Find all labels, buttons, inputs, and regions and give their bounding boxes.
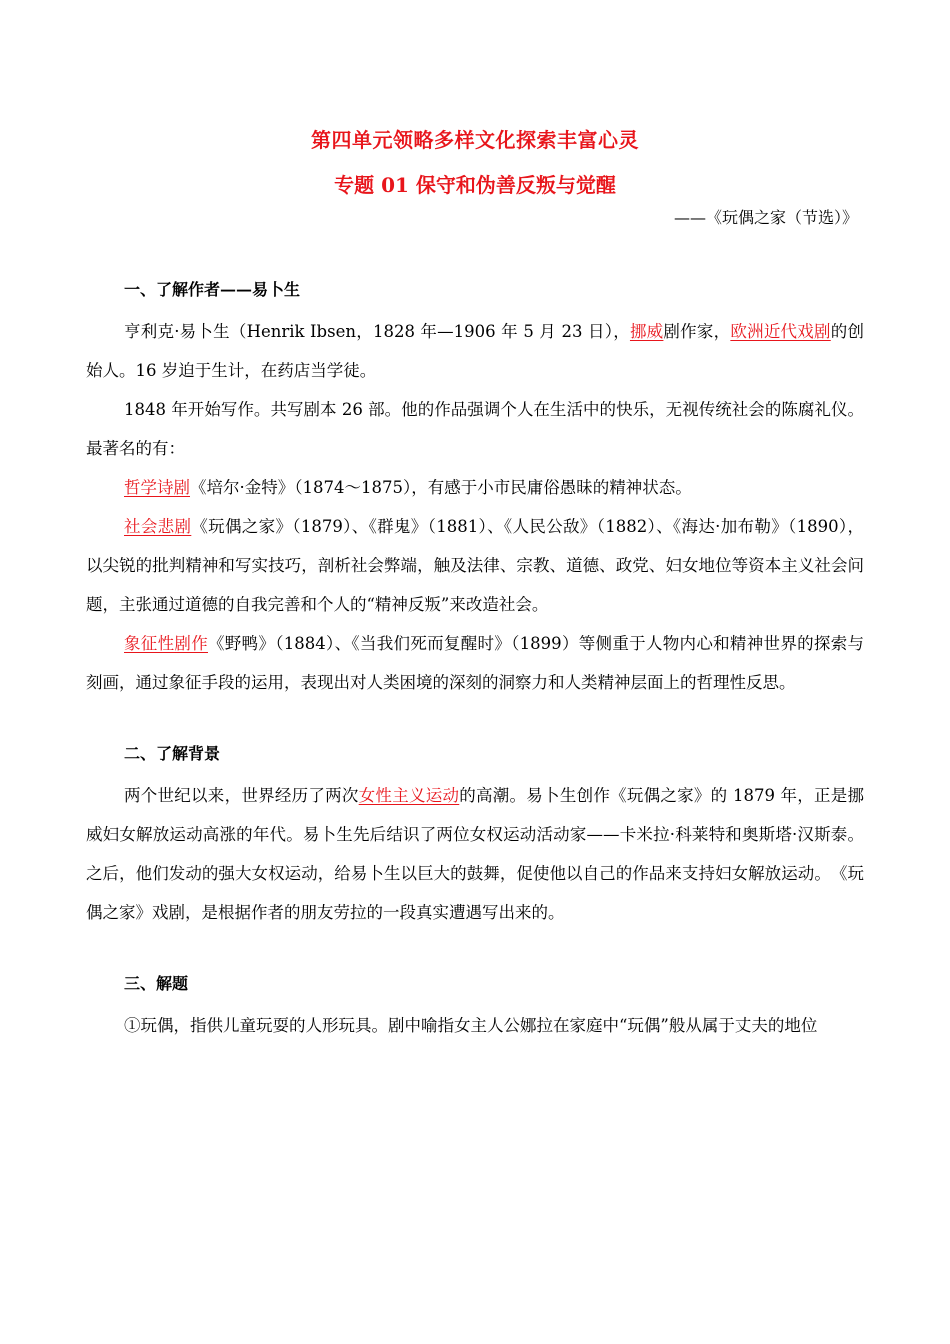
text-run: 《培尔·金特》（1874～1875），有感于小市民庸俗愚昧的精神状态。 bbox=[190, 478, 692, 497]
section-heading: 二、了解背景 bbox=[124, 744, 221, 763]
section-heading: 一、了解作者——易卜生 bbox=[124, 280, 301, 299]
document-source: ——《玩偶之家（节选）》 bbox=[673, 208, 858, 227]
link-norway[interactable]: 挪威 bbox=[629, 322, 664, 341]
link-feminist-movement[interactable]: 女性主义运动 bbox=[358, 786, 460, 805]
paragraph-background bbox=[86, 776, 864, 932]
text-run: 两个世纪以来，世界经历了两次 bbox=[124, 786, 359, 805]
paragraph-author-intro bbox=[86, 312, 864, 390]
text-run: 《玩偶之家》（1879）、《群鬼》（1881）、《人民公敌》（1882）、《海达·加布勒》（1890），以尖锐的批判精神和写实技巧，剖析社会弊端，触及法律、宗教、道德、政党、妇女地位等资本主义社会问题，主张通过道德的自我完善和个人的“精神反叛”来改造社会。 bbox=[86, 517, 864, 614]
section-title-explanation bbox=[86, 970, 864, 1045]
text-run: 亨利克·易卜生（Henrik Ibsen，1828 年—1906 年 5 月 23 日）， bbox=[124, 322, 630, 341]
paragraph-social-tragedy bbox=[86, 507, 864, 624]
text-run: 的创始人。16 岁迫于生计，在药店当学徒。 bbox=[86, 322, 864, 380]
link-social-tragedy[interactable]: 社会悲剧 bbox=[124, 517, 192, 536]
section-gap bbox=[86, 932, 864, 970]
document-subtitle: 专题 01 保守和伪善反叛与觉醒 bbox=[334, 173, 616, 197]
text-run: 剧作家， bbox=[663, 322, 731, 341]
section-heading: 三、解题 bbox=[124, 974, 189, 993]
paragraph-philosophical-poetic-drama bbox=[86, 468, 864, 507]
paragraph-writing-career: 1848 年开始写作。共写剧本 26 部。他的作品强调个人在生活中的快乐，无视传统社会的陈腐礼仪。最著名的有： bbox=[86, 400, 864, 458]
paragraph-symbolic-drama bbox=[86, 624, 864, 702]
link-symbolic-drama[interactable]: 象征性剧作 bbox=[124, 634, 208, 653]
text-run: 《野鸭》（1884）、《当我们死而复醒时》（1899）等侧重于人物内心和精神世界的探索与刻画，通过象征手段的运用，表现出对人类困境的深刻的洞察力和人类精神层面上的哲理性反思。 bbox=[86, 634, 865, 692]
section-author bbox=[86, 276, 864, 702]
text-run: 的高潮。易卜生创作《玩偶之家》的 1879 年，正是挪威妇女解放运动高涨的年代。易卜生先后结识了两位女权运动活动家——卡米拉·科莱特和奥斯塔·汉斯泰。之后，他们发动的强大女权运动，给易卜生以巨大的鼓舞，促使他以自己的作品来支持妇女解放运动。 《玩偶之家》戏剧，是根据作者的朋友劳拉的一段真实遭遇写出来的。 bbox=[86, 786, 865, 922]
link-modern-european-drama[interactable]: 欧洲近代戏剧 bbox=[730, 322, 831, 341]
section-background bbox=[86, 740, 864, 932]
paragraph-title-explanation: ①玩偶，指供儿童玩耍的人形玩具。剧中喻指女主人公娜拉在家庭中“玩偶”般从属于丈夫的地位 bbox=[124, 1016, 818, 1035]
link-philosophical-poetic-drama[interactable]: 哲学诗剧 bbox=[124, 478, 190, 497]
section-gap bbox=[86, 702, 864, 740]
document-title: 第四单元领略多样文化探索丰富心灵 bbox=[311, 128, 639, 152]
